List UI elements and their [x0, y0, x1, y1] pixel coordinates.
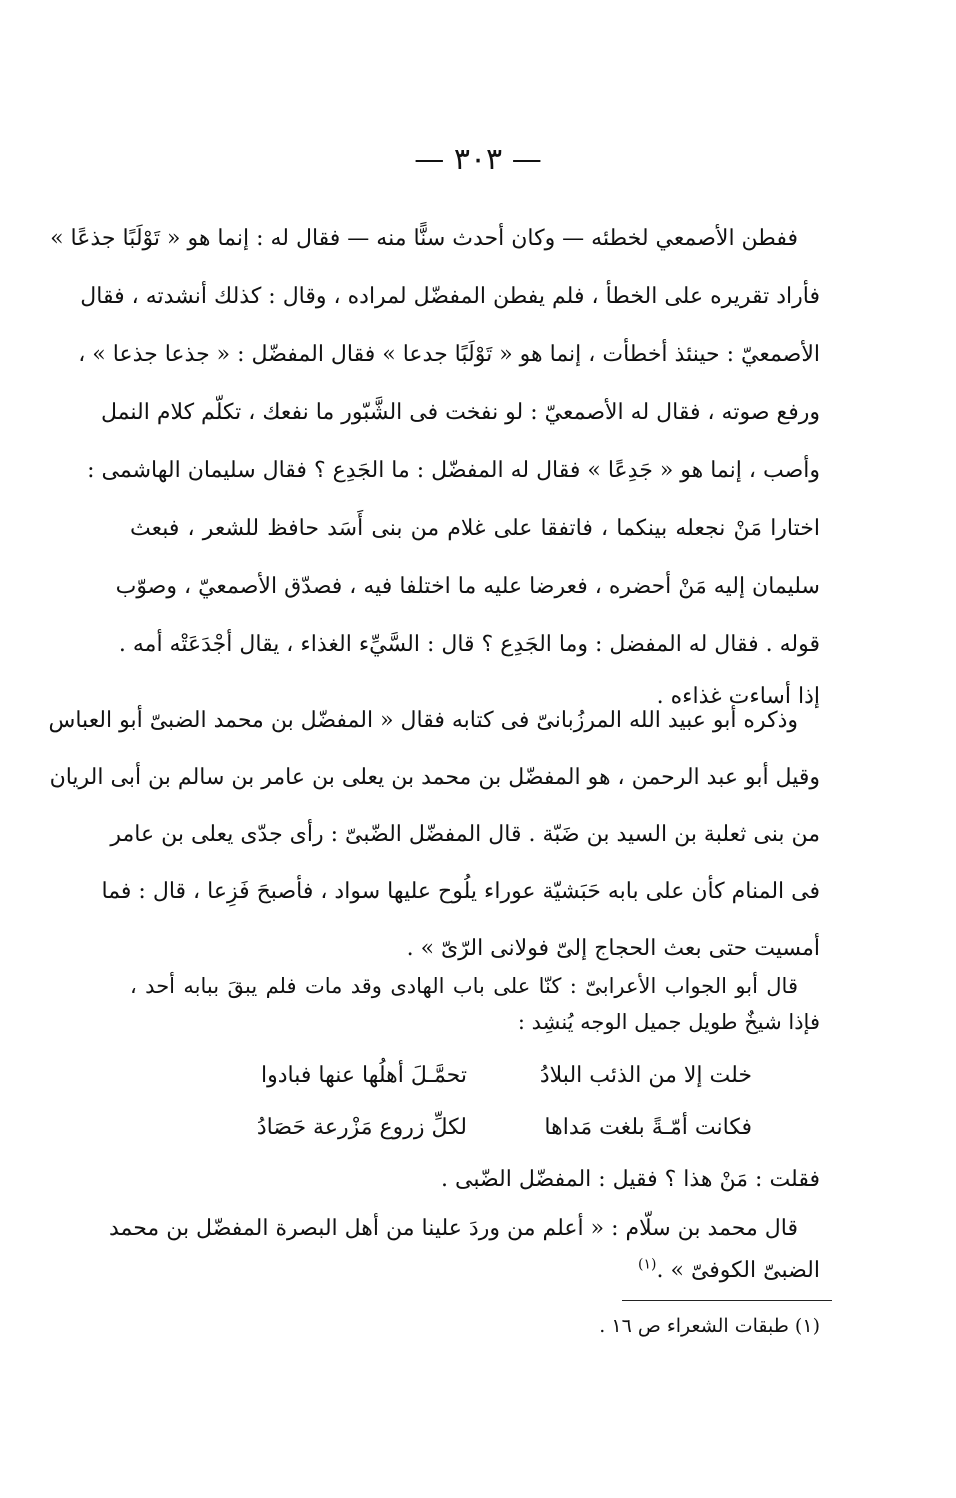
text-line: وذكره أبو عبيد الله المرزُبانىّ فى كتابه فقال « المفضّل بن محمد الضبىّ أبو العباس — [48, 708, 798, 733]
text-line: فإذا شيخٌ طويل جميل الوجه يُنشِد : — [517, 1010, 820, 1034]
text-line: أمسيت حتى بعث الحجاج إلىّ فولانى الرّىّ » . — [406, 936, 820, 961]
page-number: — ٣٠٣ — — [414, 142, 542, 177]
line-text: الضبىّ الكوفىّ » . — [656, 1258, 820, 1283]
footnote-reference: (١) — [638, 1256, 657, 1273]
text-line: قوله . فقال له المفضل : وما الجَدِع ؟ قال : السَّيِّء الغذاء ، يقال أجْدَعَتْه أمه . — [118, 632, 820, 657]
paragraph-4: فقلت : مَنْ هذا ؟ فقيل : المفضّل الضّبى . — [441, 1167, 820, 1192]
text-line: قال أبو الجواب الأعرابىّ : كنّا على باب الهادى وقد مات فلم يبقَ ببابه أحد ، — [130, 974, 798, 998]
text-line — [130, 1250, 820, 1292]
hemistich-first: خلت إلا من الذئب البلادُ — [539, 1063, 752, 1088]
paragraph-1 — [50, 210, 820, 720]
text-line: ففطن الأصمعي لخطئه — وكان أحدث سنًّا منه — فقال له : إنما هو « تَوْلَبًا جذعًا » — [50, 226, 798, 251]
text-line: فى المنام كأن على بابه حَبَشيّة عوراء يلُوح عليها سواد ، فأصبحَ فَزِعا ، قال : فما — [101, 879, 820, 904]
hemistich-second: تحمَّـلَ أهلُها عنها فبادوا — [261, 1063, 467, 1088]
text-line: سليمان إليه مَنْ أحضره ، فعرضا عليه ما اختلفا فيه ، فصدّق الأصمعيّ ، وصوّب — [115, 574, 820, 599]
text-line: اختارا مَنْ نجعله بينكما ، فاتفقا على غلام من بنى أَسَد حافظ للشعر ، فبعث — [130, 516, 820, 541]
poem-verse — [130, 1050, 820, 1154]
paragraph-5 — [108, 1208, 820, 1292]
text-line: من بنى ثعلبة بن السيد بن ضَبّة . قال المفضّل الضّبىّ : رأى جدّى يعلى بن عامر — [110, 822, 820, 847]
footnote: (١) طبقات الشعراء ص ١٦ . — [599, 1315, 820, 1337]
hemistich-second: لكلِّ زروع مَزْرعة حَصَادُ — [256, 1115, 467, 1140]
footnote-divider — [622, 1300, 832, 1301]
text-line: وأصب ، إنما هو « جَدِعًا » فقال له المفضّل : ما الجَدِع ؟ فقال سليمان الهاشمى : — [87, 458, 820, 483]
text-line: قال محمد بن سلّام : « أعلم من وردَ علينا من أهل البصرة المفضّل بن محمد — [108, 1216, 798, 1241]
paragraph-3 — [130, 968, 820, 1040]
text-line: الأصمعيّ : حينئذ أخطأت ، إنما هو « تَوْلَبًا جدعا » فقال المفضّل : « جذعا جذعا » ، — [78, 342, 820, 367]
verse-line — [130, 1050, 820, 1102]
text-line: وقيل أبو عبد الرحمن ، هو المفضّل بن محمد بن يعلى بن عامر بن سالم بن أبى الريان — [49, 765, 820, 790]
hemistich-first: فكانت أمّـةً بلغت مَداها — [544, 1115, 752, 1140]
text-line: فأراد تقريره على الخطأ ، فلم يفطن المفضّل لمراده ، وقال : كذلك أنشدته ، فقال — [80, 284, 820, 309]
text-line: ورفع صوته ، فقال له الأصمعيّ : لو نفخت فى الشَّبّور ما نفعك ، تكلّم كلام النمل — [101, 400, 820, 425]
paragraph-2 — [48, 692, 820, 977]
verse-line — [130, 1102, 820, 1154]
text-line: إذا أساءت غذاءه . — [656, 684, 820, 709]
